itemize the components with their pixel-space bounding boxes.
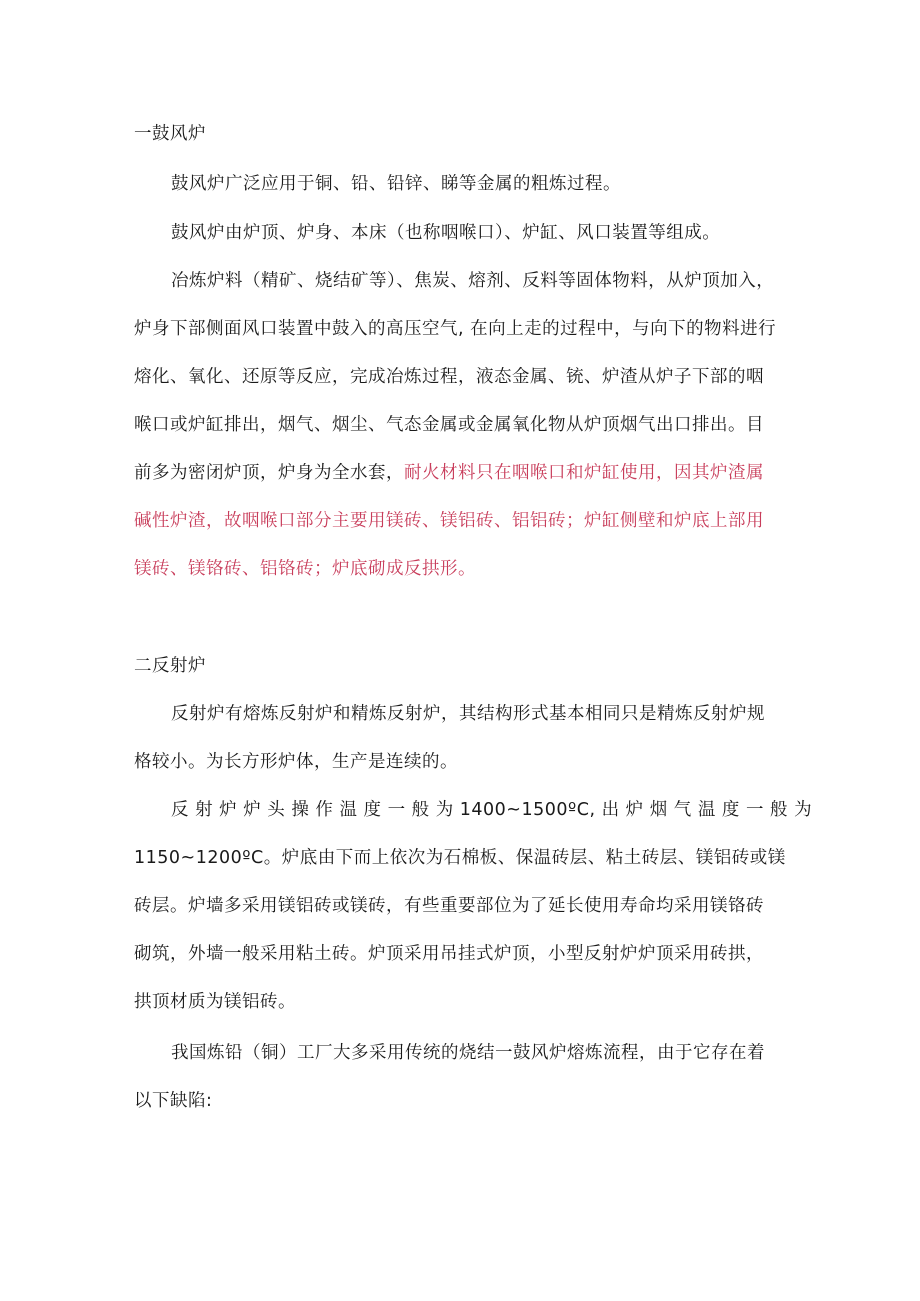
paragraph-line: 拱顶材质为镁铝砖。 — [134, 992, 296, 1012]
section-heading-blast-furnace: 一鼓风炉 — [134, 124, 206, 144]
paragraph-line: 反射炉有熔炼反射炉和精炼反射炉，其结构形式基本相同只是精炼反射炉规 — [171, 704, 765, 724]
paragraph-line — [134, 461, 764, 485]
paragraph-line: 砖层。炉墙多采用镁铝砖或镁砖，有些重要部位为了延长使用寿命均采用镁铬砖 — [134, 896, 764, 916]
section-heading-reverberatory-furnace: 二反射炉 — [134, 656, 206, 676]
highlighted-text: 碱性炉渣，故咽喉口部分主要用镁砖、镁铝砖、铝铝砖；炉缸侧壁和炉底上部用 — [134, 511, 764, 531]
paragraph-line: 1150~1200ºC。炉底由下而上依次为石棉板、保温砖层、粘土砖层、镁铝砖或镁 — [134, 848, 786, 868]
paragraph-line: 炉身下部侧面风口装置中鼓入的高压空气, 在向上走的过程中，与向下的物料进行 — [134, 319, 777, 339]
paragraph-line: 熔化、氧化、还原等反应，完成冶炼过程，液态金属、铳、炉渣从炉子下部的咽 — [134, 367, 764, 387]
paragraph-line: 冶炼炉料（精矿、烧结矿等）、焦炭、熔剂、反料等固体物料，从炉顶加入， — [171, 271, 775, 291]
highlighted-text: 镁砖、镁铬砖、铝铬砖；炉底砌成反拱形。 — [134, 559, 476, 579]
paragraph-text: 前多为密闭炉顶，炉身为全水套， — [134, 463, 404, 483]
paragraph-line: 反 射 炉 炉 头 操 作 温 度 一 般 为 1400~1500ºC, 出 炉 烟 气 温 度 一 般 为 — [171, 800, 813, 820]
paragraph-line: 我国炼铅（铜）工厂大多采用传统的烧结一鼓风炉熔炼流程，由于它存在着 — [171, 1043, 765, 1063]
paragraph-line: 鼓风炉由炉顶、炉身、本床（也称咽喉口）、炉缸、风口装置等组成。 — [171, 223, 721, 243]
paragraph-line: 鼓风炉广泛应用于铜、铅、铅锌、睇等金属的粗炼过程。 — [171, 174, 621, 194]
paragraph-line: 砌筑，外墙一般采用粘土砖。炉顶采用吊挂式炉顶，小型反射炉炉顶采用砖拱， — [134, 944, 764, 964]
paragraph-line: 喉口或炉缸排出，烟气、烟尘、气态金属或金属氧化物从炉顶烟气出口排出。目 — [134, 415, 764, 435]
paragraph-line: 以下缺陷: — [134, 1091, 213, 1111]
paragraph-line: 格较小。为长方形炉体，生产是连续的。 — [134, 752, 458, 772]
highlighted-text: 耐火材料只在咽喉口和炉缸使用，因其炉渣属 — [404, 463, 764, 483]
